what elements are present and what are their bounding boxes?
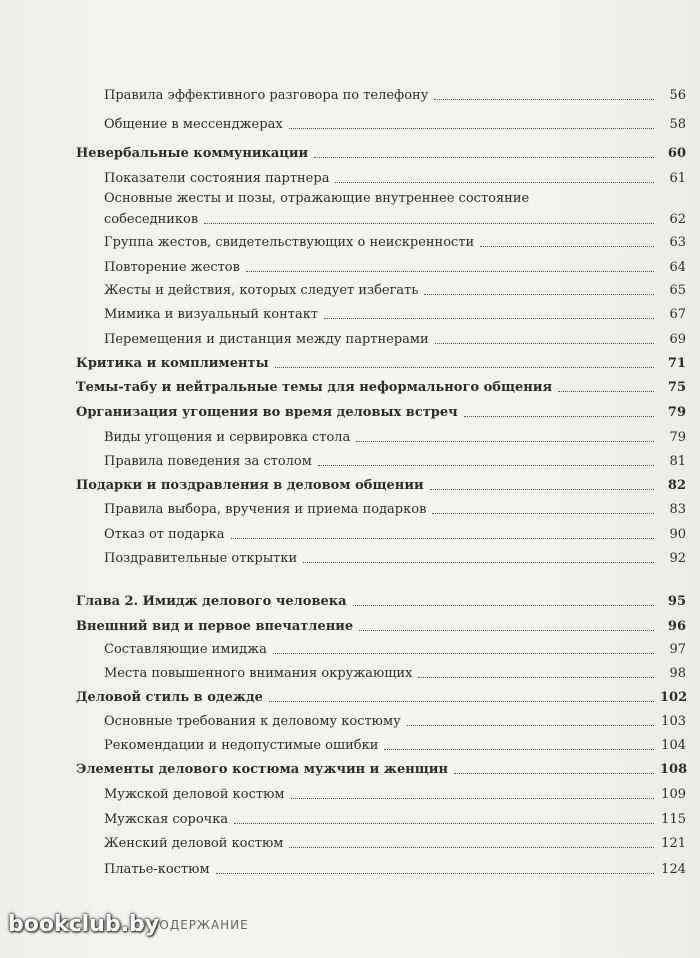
dot-leader [353, 605, 654, 606]
page-footer [0, 912, 700, 958]
watermark-brand: bookclub.by [8, 912, 160, 937]
dot-leader [407, 725, 654, 726]
toc-entry-page: 79 [667, 405, 686, 420]
toc-entry [104, 117, 686, 132]
toc-entry-title-line2: собеседников [104, 212, 199, 227]
dot-leader [269, 701, 654, 702]
toc-entry [104, 812, 686, 827]
toc-entry-title: Глава 2. Имидж делового человека [76, 594, 347, 609]
dot-leader [291, 798, 654, 799]
toc-entry-title: Деловой стиль в одежде [76, 690, 263, 705]
toc-entry-page: 90 [669, 527, 686, 542]
toc-entry-title: Подарки и поздравления в деловом общении [76, 478, 424, 493]
toc-section-entry [76, 146, 686, 161]
toc-entry-page: 104 [661, 738, 686, 753]
toc-entry-page: 61 [669, 171, 686, 186]
toc-section-entry [76, 690, 686, 705]
toc-entry-title: Элементы делового костюма мужчин и женщин [76, 762, 448, 777]
toc-entry-title: Невербальные коммуникации [76, 146, 309, 161]
toc-entry-title: Поздравительные открытки [104, 551, 298, 566]
toc-entry-title: Правила поведения за столом [104, 454, 312, 469]
toc-entry [104, 332, 686, 347]
toc-entry-title: Мужской деловой костюм [104, 787, 285, 802]
running-footer-section: СОДЕРЖАНИЕ [150, 918, 249, 932]
toc-entry-title: Правила эффективного разговора по телефону [104, 88, 429, 103]
toc-chapter-entry [76, 594, 686, 609]
toc-entry-page: 60 [667, 146, 686, 161]
toc-entry-page: 71 [667, 356, 686, 371]
toc-entry-title: Показатели состояния партнера [104, 171, 330, 186]
toc-entry-title: Женский деловой костюм [104, 836, 284, 851]
dot-leader [430, 489, 654, 490]
toc-entry-title: Составляющие имиджа [104, 642, 267, 657]
toc-entry-title: Жесты и действия, которых следует избегать [104, 283, 419, 298]
dot-leader [432, 513, 654, 514]
toc-entry [104, 862, 686, 877]
toc-entry-title: Критика и комплименты [76, 356, 269, 371]
toc-entry-page: 58 [669, 117, 686, 132]
toc-entry-title: Отказ от подарка [104, 527, 225, 542]
dot-leader [558, 391, 654, 392]
toc-entry-page: 109 [661, 787, 686, 802]
toc-entry-title: Платье-костюм [104, 862, 210, 877]
toc-entry-title: Темы-табу и нейтральные темы для неформального общения [76, 380, 553, 395]
dot-leader [273, 653, 654, 654]
toc-entry-title: Мимика и визуальный контакт [104, 307, 319, 322]
toc-entry-page: 69 [669, 332, 686, 347]
dot-leader [303, 562, 654, 563]
toc-entry-page: 115 [661, 812, 686, 827]
toc-entry-title: Группа жестов, свидетельствующих о неискренности [104, 235, 475, 250]
toc-entry [104, 527, 686, 542]
toc-entry-page: 121 [661, 836, 686, 851]
dot-leader [359, 630, 654, 631]
toc-entry-page: 63 [669, 235, 686, 250]
dot-leader [356, 441, 654, 442]
toc-entry-page: 65 [669, 283, 686, 298]
dot-leader [289, 128, 654, 129]
toc-section-entry [76, 762, 686, 777]
toc-section-entry [76, 380, 686, 395]
toc-entry-title: Мужская сорочка [104, 812, 229, 827]
toc-entry-page: 124 [661, 862, 686, 877]
toc-entry-page: 62 [669, 212, 686, 227]
toc-entry-page: 103 [661, 714, 686, 729]
toc-entry [104, 307, 686, 322]
dot-leader [435, 343, 654, 344]
toc-entry [104, 642, 686, 657]
toc-entry [104, 714, 686, 729]
dot-leader [480, 246, 654, 247]
toc-entry-title: Основные требования к деловому костюму [104, 714, 401, 729]
toc-entry [104, 666, 686, 681]
toc-entry-title: Повторение жестов [104, 260, 240, 275]
toc-entry-title: Внешний вид и первое впечатление [76, 619, 354, 634]
toc-entry-title: Рекомендации и недопустимые ошибки [104, 738, 379, 753]
dot-leader [434, 99, 654, 100]
dot-leader [324, 318, 654, 319]
toc-entry-title: Организация угощения во время деловых встреч [76, 405, 458, 420]
toc-section-entry [76, 619, 686, 634]
dot-leader [234, 823, 654, 824]
toc-entry-title: Места повышенного внимания окружающих [104, 666, 413, 681]
toc-section-entry [76, 356, 686, 371]
toc-entry [104, 283, 686, 298]
dot-leader [318, 465, 654, 466]
toc-entry-page: 56 [669, 88, 686, 103]
dot-leader [231, 538, 654, 539]
toc-entry-page: 82 [667, 478, 686, 493]
toc-entry [104, 502, 686, 517]
dot-leader [464, 416, 654, 417]
toc-entry-page: 67 [669, 307, 686, 322]
toc-section-entry [76, 478, 686, 493]
dot-leader [204, 223, 654, 224]
toc-entry-page: 108 [660, 762, 688, 777]
toc-entry [104, 235, 686, 250]
dot-leader [216, 873, 654, 874]
toc-entry-page: 83 [669, 502, 686, 517]
toc-entry-page: 81 [669, 454, 686, 469]
toc-entry-title: Правила выбора, вручения и приема подарков [104, 502, 427, 517]
toc-entry-page: 92 [669, 551, 686, 566]
toc-entry-page: 96 [667, 619, 686, 634]
toc-entry [104, 738, 686, 753]
dot-leader [335, 182, 654, 183]
toc-entry-page: 102 [660, 690, 688, 705]
toc-entry [104, 260, 686, 275]
toc-section-entry [76, 405, 686, 420]
dot-leader [246, 271, 654, 272]
toc-entry-page: 95 [667, 594, 686, 609]
dot-leader [454, 773, 654, 774]
toc-entry-page: 75 [667, 380, 686, 395]
toc-entry-page: 98 [669, 666, 686, 681]
toc-entry-page: 97 [669, 642, 686, 657]
dot-leader [275, 367, 654, 368]
toc-entry [104, 191, 686, 227]
toc-entry-title: Виды угощения и сервировка стола [104, 430, 351, 445]
toc-entry [104, 88, 686, 103]
toc-entry-title: Общение в мессенджерах [104, 117, 283, 132]
toc-entry [104, 787, 686, 802]
toc-entry-page: 79 [669, 430, 686, 445]
toc-entry [104, 836, 686, 851]
dot-leader [314, 157, 654, 158]
toc-entry [104, 551, 686, 566]
toc-entry-title-line1: Основные жесты и позы, отражающие внутреннее состояние [104, 191, 530, 206]
toc-entry-page: 64 [669, 260, 686, 275]
dot-leader [418, 677, 654, 678]
toc-entry [104, 454, 686, 469]
toc-entry-title: Перемещения и дистанция между партнерами [104, 332, 429, 347]
dot-leader [384, 749, 654, 750]
dot-leader [424, 294, 654, 295]
toc-entry [104, 430, 686, 445]
toc-entry [104, 171, 686, 186]
dot-leader [289, 847, 654, 848]
